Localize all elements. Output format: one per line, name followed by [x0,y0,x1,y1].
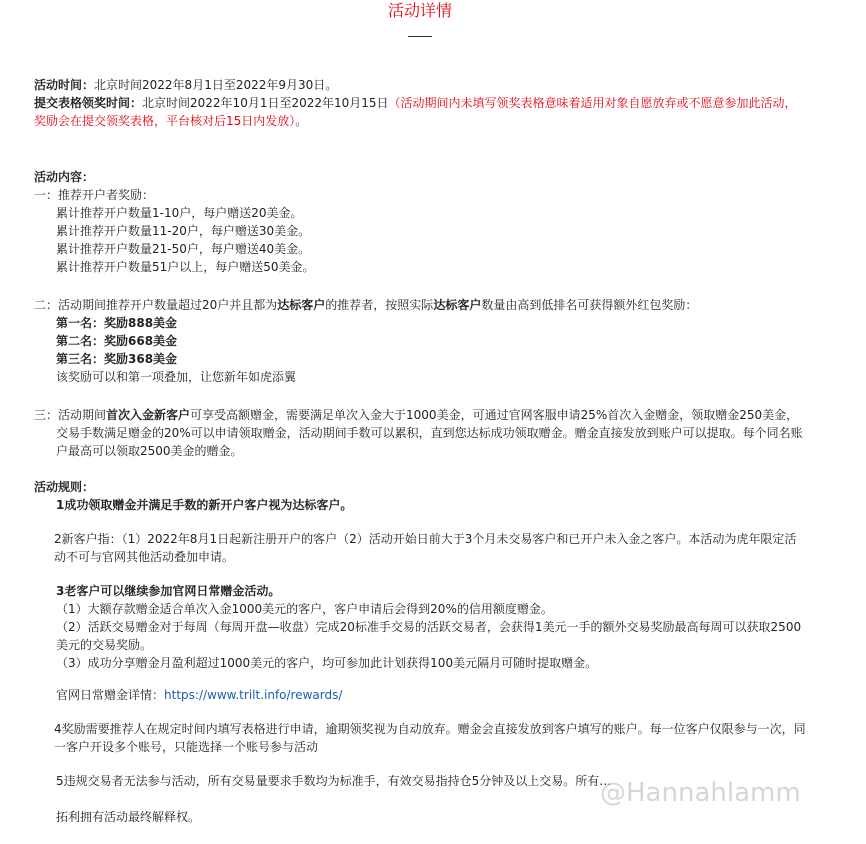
rank-item: 第二名：奖励668美金 [56,334,178,348]
part2-note: 该奖励可以和第一项叠加，让您新年如虎添翼 [56,370,297,384]
rank-item: 第一名：奖励888美金 [56,316,178,330]
details-line: 官网日常赠金详情：https://www.trilt.info/rewards/ [56,688,343,702]
page-title: 活动详情 [387,1,452,20]
watermark: @Hannahlamm [600,778,801,808]
rule-3-item: （1）大额存款赠金适合单次入金1000美元的客户，客户申请后会得到20%的信用额度赠金。 [56,602,553,616]
form-time: 提交表格领奖时间：北京时间2022年10月1日至2022年10月15日（活动期间内未填写领奖表格意味着适用对象自愿放弃或不愿意参加此活动，奖励会在提交领奖表格，平台核对后15日内发放）。 [34,96,797,128]
rule-3-title: 3老客户可以继续参加官网日常赠金活动。 [56,584,281,598]
list-item: 累计推荐开户数量21-50户，每户赠送40美金。 [56,242,311,256]
part2-title: 二：活动期间推荐开户数量超过20户并且都为达标客户的推荐者，按照实际达标客户数量由高到低排名可获得额外红包奖励： [34,298,698,312]
part3-text: 三：活动期间首次入金新客户可享受高额赠金，需要满足单次入金大于1000美金，可通过官网客服申请25%首次入金赠金，领取赠金250美金，交易手数满足赠金的20%可以申请领取赠金，活动期间手数可以累积，直到您达标成功领取赠金。赠金直接发放到账户可以提取。每个同名账户最高可以领取2500美金的赠金。 [34,408,803,458]
final-statement: 拓利拥有活动最终解释权。 [56,810,201,824]
content-header: 活动内容： [34,170,95,184]
rule-5: 5违规交易者无法参与活动，所有交易量要求手数均为标准手，有效交易指持仓5分钟及以上交易。所有… [56,774,612,788]
rules-header: 活动规则： [34,480,95,494]
activity-time: 活动时间：北京时间2022年8月1日至2022年9月30日。 [34,78,338,92]
rule-3-item: （2）活跃交易赠金对于每周（每周开盘—收盘）完成20标准手交易的活跃交易者，会获得1美元一手的额外交易奖励最高每周可以获取2500美元的交易奖励。 [56,620,802,652]
list-item: 累计推荐开户数量1-10户，每户赠送20美金。 [56,206,303,220]
rule-4: 4奖励需要推荐人在规定时间内填写表格进行申请，逾期领奖视为自动放弃。赠金会直接发放到客户填写的账户。每一位客户仅限参与一次，同一客户开设多个账号，只能选择一个账号参与活动 [54,722,806,754]
title-divider [408,36,432,37]
rank-item: 第三名：奖励368美金 [56,352,178,366]
list-item: 累计推荐开户数量51户以上，每户赠送50美金。 [56,260,315,274]
part1-title: 一：推荐开户者奖励： [34,188,155,202]
list-item: 累计推荐开户数量11-20户，每户赠送30美金。 [56,224,311,238]
rewards-link[interactable]: https://www.trilt.info/rewards/ [164,688,343,702]
rule-3-item: （3）成功分享赠金月盈利超过1000美元的客户，均可参加此计划获得100美元隔月可随时提取赠金。 [56,656,598,670]
document-body [34,76,806,826]
rule-2: 2新客户指：（1）2022年8月1日起新注册开户的客户（2）活动开始日前大于3个月未交易客户和已开户未入金之客户。本活动为虎年限定活动不可与官网其他活动叠加申请。 [54,532,797,564]
rule-1: 1成功领取赠金并满足手数的新开户客户视为达标客户。 [56,498,353,512]
form-time-note: （活动期间内未填写领奖表格意味着适用对象自愿放弃或不愿意参加此活动，奖励会在提交领奖表格，平台核对后15日内发放） [34,96,797,128]
